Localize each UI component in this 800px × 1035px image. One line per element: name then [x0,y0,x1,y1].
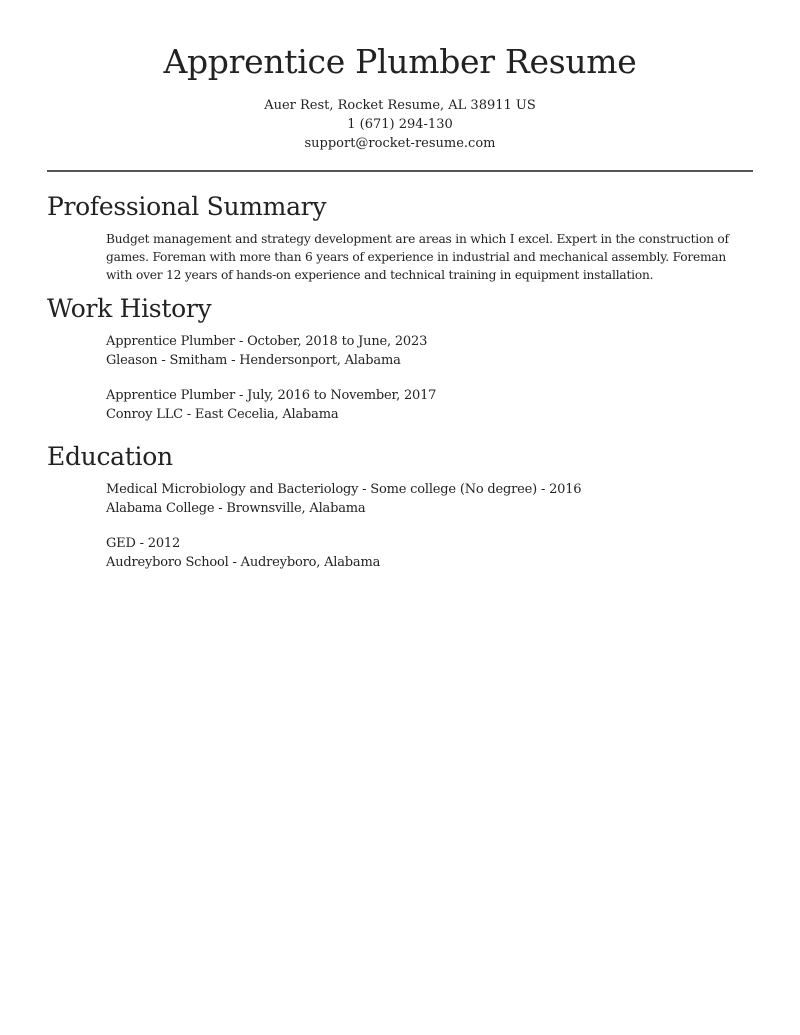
summary-text: Budget management and strategy development are areas in which I excel. Expert in the construction of games. Foreman with more than 6 years of experience in industrial and mechanical assembly. Foreman with over 12 years of hands-on experience and technical training in equipment installation. [106,232,729,282]
job-title-dates: Apprentice Plumber - October, 2018 to June, 2023 [106,334,428,349]
resume-header [0,0,800,153]
phone: 1 (671) 294-130 [347,117,453,132]
education-entry [47,480,753,518]
work-entry [47,386,753,424]
employer-location: Gleason - Smitham - Hendersonport, Alabama [106,353,401,368]
address: Auer Rest, Rocket Resume, AL 38911 US [264,98,536,113]
professional-summary-section [0,190,800,284]
degree-info: Medical Microbiology and Bacteriology - Some college (No degree) - 2016 [106,482,582,497]
email: support@rocket-resume.com [304,136,496,151]
resume-title: Apprentice Plumber Resume [163,42,637,81]
degree-info: GED - 2012 [106,536,181,551]
education-section [0,440,800,572]
education-entry [47,534,753,572]
work-entry [47,332,753,370]
section-heading: Education [47,442,173,471]
section-heading: Work History [47,294,212,323]
contact-info [0,96,800,153]
school-location: Alabama College - Brownsville, Alabama [106,501,366,516]
school-location: Audreyboro School - Audreyboro, Alabama [106,555,381,570]
employer-location: Conroy LLC - East Cecelia, Alabama [106,407,339,422]
header-divider [47,170,753,172]
job-title-dates: Apprentice Plumber - July, 2016 to November, 2017 [106,388,437,403]
work-history-section [0,292,800,424]
section-heading: Professional Summary [47,192,327,221]
